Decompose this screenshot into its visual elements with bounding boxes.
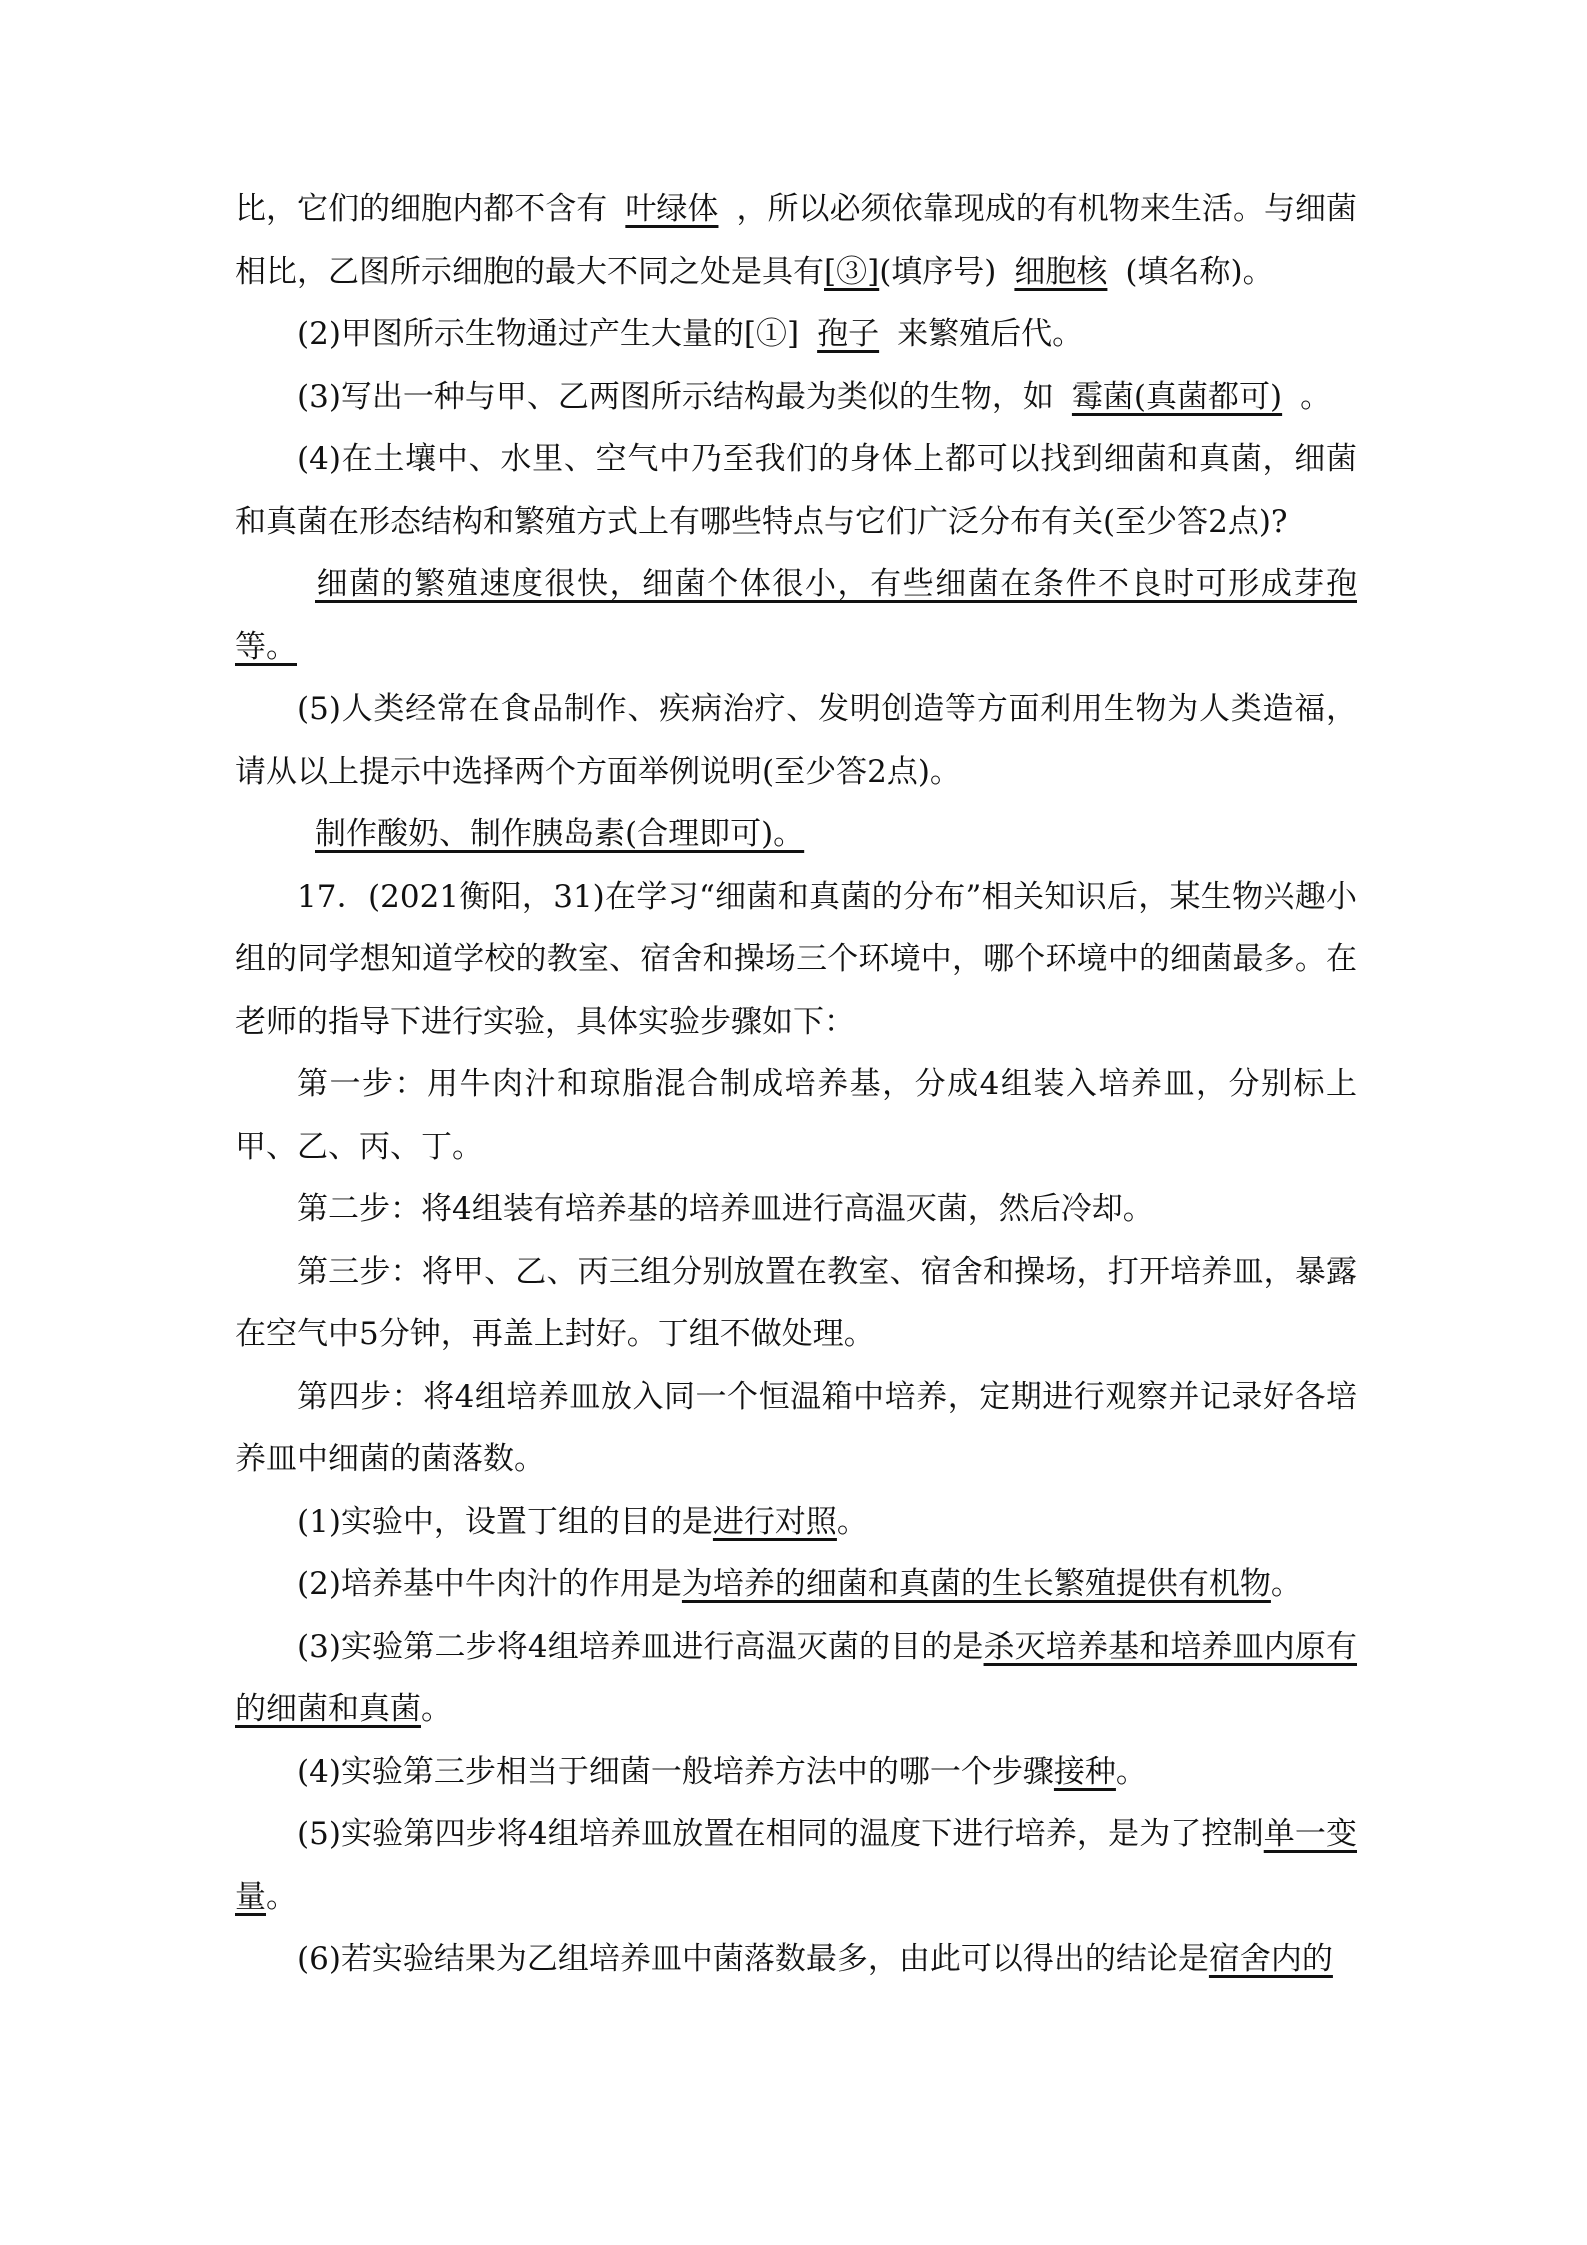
q16-part4-answer	[235, 553, 1357, 678]
answer-control-group: 进行对照	[712, 1503, 837, 1540]
q17-sub2: (2)培养基中牛肉汁的作用是为培养的细菌和真菌的生长繁殖提供有机物。	[297, 1566, 1302, 1602]
q17-sub5: (5)实验第四步将4组培养皿放置在相同的温度下进行培养，是为了控制单一变量。	[235, 1816, 1357, 1915]
answer-beef-broth-role: 为培养的细菌和真菌的生长繁殖提供有机物	[681, 1566, 1271, 1602]
q17-sub4: (4)实验第三步相当于细菌一般培养方法中的哪一个步骤接种。	[297, 1753, 1147, 1790]
q16-part4-question: (4)在土壤中、水里、空气中乃至我们的身体上都可以找到细菌和真菌，细菌和真菌在形态结构和繁殖方式上有哪些特点与它们广泛分布有关(至少答2点)?	[235, 441, 1357, 540]
answer-nucleus: 细胞核	[1014, 253, 1108, 290]
answer-distribution-features: 细菌的繁殖速度很快，细菌个体很小，有些细菌在条件不良时可形成芽孢等。	[235, 566, 1357, 665]
answer-sterilization-purpose: 杀灭培养基和培养皿内原有的细菌和真菌	[235, 1628, 1357, 1727]
q17-step4: 第四步：将4组培养皿放入同一个恒温箱中培养，定期进行观察并记录好各培养皿中细菌的菌落数。	[235, 1378, 1357, 1477]
q16-part1-continuation: 比，它们的细胞内都不含有 叶绿体 ，所以必须依靠现成的有机物来生活。与细菌相比，乙图所示细胞的最大不同之处是具有[③](填序号) 细胞核 (填名称)。	[235, 191, 1358, 290]
answer-chlorophyll: 叶绿体	[625, 191, 719, 227]
q17-sub3: (3)实验第二步将4组培养皿进行高温灭菌的目的是杀灭培养基和培养皿内原有的细菌和真菌。	[235, 1628, 1357, 1727]
q16-part5-question: (5)人类经常在食品制作、疾病治疗、发明创造等方面利用生物为人类造福，请从以上提示中选择两个方面举例说明(至少答2点)。	[235, 691, 1357, 790]
q17-step2: 第二步：将4组装有培养基的培养皿进行高温灭菌，然后冷却。	[297, 1191, 1154, 1227]
q16-part3: (3)写出一种与甲、乙两图所示结构最为类似的生物，如 霉菌(真菌都可) 。	[297, 378, 1332, 415]
q17-step1: 第一步：用牛肉汁和琼脂混合制成培养基，分成4组装入培养皿，分别标上甲、乙、丙、丁。	[235, 1066, 1357, 1165]
q16-part5-answer	[235, 803, 1357, 866]
answer-applications: 制作酸奶、制作胰岛素(合理即可)。	[315, 816, 805, 852]
q17-intro: 17．(2021衡阳，31)在学习“细菌和真菌的分布”相关知识后，某生物兴趣小组的同学想知道学校的教室、宿舍和操场三个环境中，哪个环境中的细菌最多。在老师的指导下进行实验，具体实验步骤如下：	[235, 878, 1357, 1040]
q16-part2: (2)甲图所示生物通过产生大量的[①] 孢子 来繁殖后代。	[297, 316, 1084, 352]
answer-structure-number: [③]	[824, 253, 880, 290]
q17-step3: 第三步：将甲、乙、丙三组分别放置在教室、宿舍和操场，打开培养皿，暴露在空气中5分钟，再盖上封好。丁组不做处理。	[235, 1253, 1357, 1352]
answer-mold: 霉菌(真菌都可)	[1071, 378, 1283, 415]
answer-conclusion: 宿舍内的	[1208, 1941, 1333, 1977]
q17-sub1: (1)实验中，设置丁组的目的是进行对照。	[297, 1503, 868, 1540]
q17-sub6: (6)若实验结果为乙组培养皿中菌落数最多，由此可以得出的结论是宿舍内的	[297, 1941, 1333, 1977]
answer-inoculation: 接种	[1053, 1753, 1116, 1790]
answer-single-variable: 单一变量	[235, 1816, 1357, 1915]
answer-spores: 孢子	[817, 316, 880, 352]
